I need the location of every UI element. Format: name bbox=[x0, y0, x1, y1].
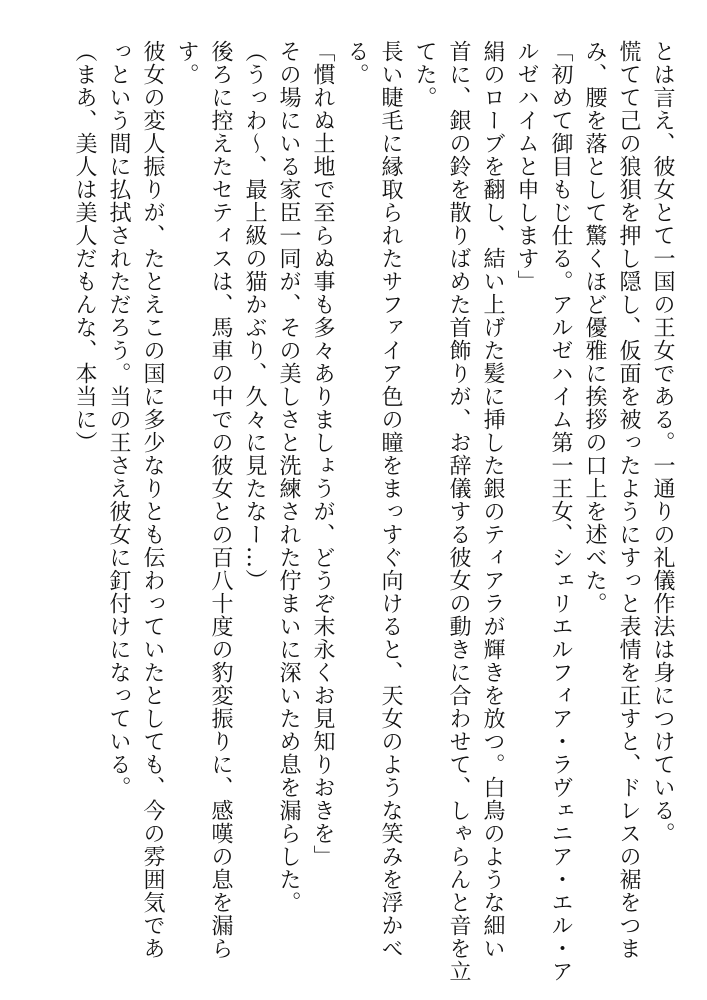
text-line-8: てた。 bbox=[412, 40, 437, 109]
text-line-9: 長い睫毛に縁取られたサファイア色の瞳をまっすぐ向けると、天女のような笑みを浮かべ bbox=[378, 40, 403, 960]
text-line-5: ルゼハイムと申します」 bbox=[514, 40, 539, 293]
text-line-7: 首に、銀の鈴を散りばめた首飾りが、お辞儀する彼女の動きに合わせて、しゃらんと音を立 bbox=[446, 40, 471, 983]
text-line-1: とは言え、彼女とて一国の王女である。一通りの礼儀作法は身につけている。 bbox=[650, 40, 675, 845]
text-line-15: す。 bbox=[174, 40, 199, 86]
text-line-11: 「慣れぬ土地で至らぬ事も多々ありましょうが、どうぞ末永くお見知りおきを」 bbox=[310, 40, 335, 868]
text-line-2: 慌てて己の狼狽を押し隠し、仮面を被ったようにすっと表情を正すと、ドレスの裾をつま bbox=[616, 40, 641, 960]
text-line-18: （まあ、美人は美人だもんな、本当に） bbox=[72, 40, 97, 454]
text-line-16: 彼女の変人振りが、たとえこの国に多少なりとも伝わっていたとしても、今の雰囲気であ bbox=[140, 40, 165, 960]
text-line-6: 絹のローブを翻し、結い上げた髪に挿した銀のティアラが輝きを放つ。白鳥のような細い bbox=[480, 40, 505, 960]
text-line-12: その場にいる家臣一同が、その美しさと洗練された佇まいに深いため息を漏らした。 bbox=[276, 40, 301, 914]
text-line-3: み、腰を落として驚くほど優雅に挨拶の口上を述べた。 bbox=[582, 40, 607, 615]
text-line-13: （うっわ〜、最上級の猫かぶり、久々に見たなー…） bbox=[242, 40, 267, 592]
text-line-10: る。 bbox=[344, 40, 369, 86]
text-line-14: 後ろに控えたセティスは、馬車の中での彼女との百八十度の豹変振りに、感嘆の息を漏ら bbox=[208, 40, 233, 960]
text-line-17: っという間に払拭されただろう。当の王さえ彼女に釘付けになっている。 bbox=[106, 40, 131, 799]
vertical-text-body bbox=[67, 40, 679, 983]
text-line-4: 「初めて御目もじ仕る。アルゼハイム第一王女、シェリエルフィア・ラヴェニア・エル・ア bbox=[548, 40, 573, 983]
